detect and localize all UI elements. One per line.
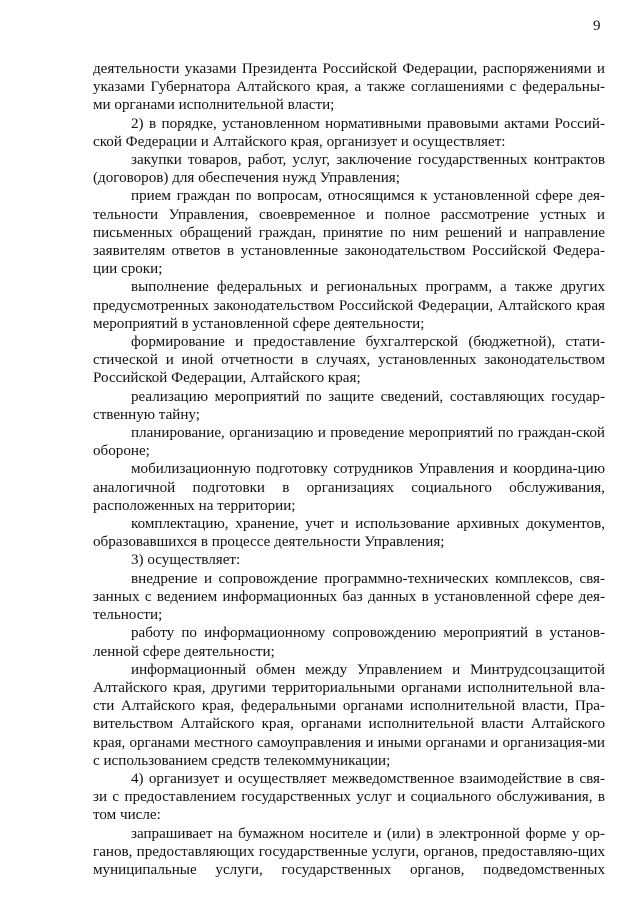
page-number: 9 <box>593 18 601 34</box>
paragraph: комплектацию, хранение, учет и использование архивных документов, образовавшихся в процессе деятельности Управления; <box>93 516 605 551</box>
paragraph: формирование и предоставление бухгалтерской (бюджетной), стати-стической и иной отчетности в случаях, установленных законодательством Российской Федерации, Алтайского края; <box>93 334 605 387</box>
paragraph: 2) в порядке, установленном нормативными правовыми актами Россий-ской Федерации и Алтайского края, организует и осуществляет: <box>93 115 605 150</box>
paragraph: внедрение и сопровождение программно-технических комплексов, свя-занных с ведением информационных баз данных в установленной сфере дея-тельности; <box>93 570 605 624</box>
paragraph: 4) организует и осуществляет межведомственное взаимодействие в свя-зи с предоставлением государственных услуг и социального обслуживания, в том числе: <box>93 770 605 824</box>
paragraph: 3) осуществляет: <box>131 552 241 569</box>
paragraph: закупки товаров, работ, услуг, заключение государственных контрактов (договоров) для обеспечения нужд Управления; <box>93 152 605 187</box>
paragraph: информационный обмен между Управлением и Минтрудсоцзащитой Алтайского края, другими территориальными органами исполнительной вла-сти Алтайского края, федеральными органами исполнительной власти, Пра-вительством Алтайского края, органами исполнительной власти Алтайского края, органами местного самоуправления и иными органами и организация-ми с использованием средств телекоммуникации; <box>93 661 605 769</box>
paragraph: прием граждан по вопросам, относящимся к установленной сфере дея-тельности Управления, своевременное и полное рассмотрение устных и письменных обращений граждан, принятие по ним решений и направление заявителям ответов в установленные законодательством Российской Федера-ции сроки; <box>93 188 605 278</box>
paragraph: планирование, организацию и проведение мероприятий по граждан-ской обороне; <box>93 425 605 460</box>
paragraph: работу по информационному сопровождению мероприятий в установ-ленной сфере деятельности; <box>93 625 605 660</box>
paragraph: выполнение федеральных и региональных программ, а также других предусмотренных законодательством Российской Федерации, Алтайского края мероприятий в установленной сфере деятельности; <box>93 279 605 332</box>
paragraph: реализацию мероприятий по защите сведений, составляющих государ-ственную тайну; <box>93 388 605 423</box>
paragraph: запрашивает на бумажном носителе и (или) в электронной форме у ор-ганов, предоставляющих государственные услуги, органов, предоставляю-щих муниципальные услуги, государственных органов, подведомственных <box>93 825 605 878</box>
paragraph: мобилизационную подготовку сотрудников Управления и координа-цию аналогичной подготовки в организациях социального обслуживания, расположенных на территории; <box>93 461 605 514</box>
paragraph: деятельности указами Президента Российской Федерации, распоряжениями и указами Губернатора Алтайского края, а также соглашениями с федеральны-ми органами исполнительной власти; <box>93 61 605 114</box>
document-body <box>93 60 605 879</box>
